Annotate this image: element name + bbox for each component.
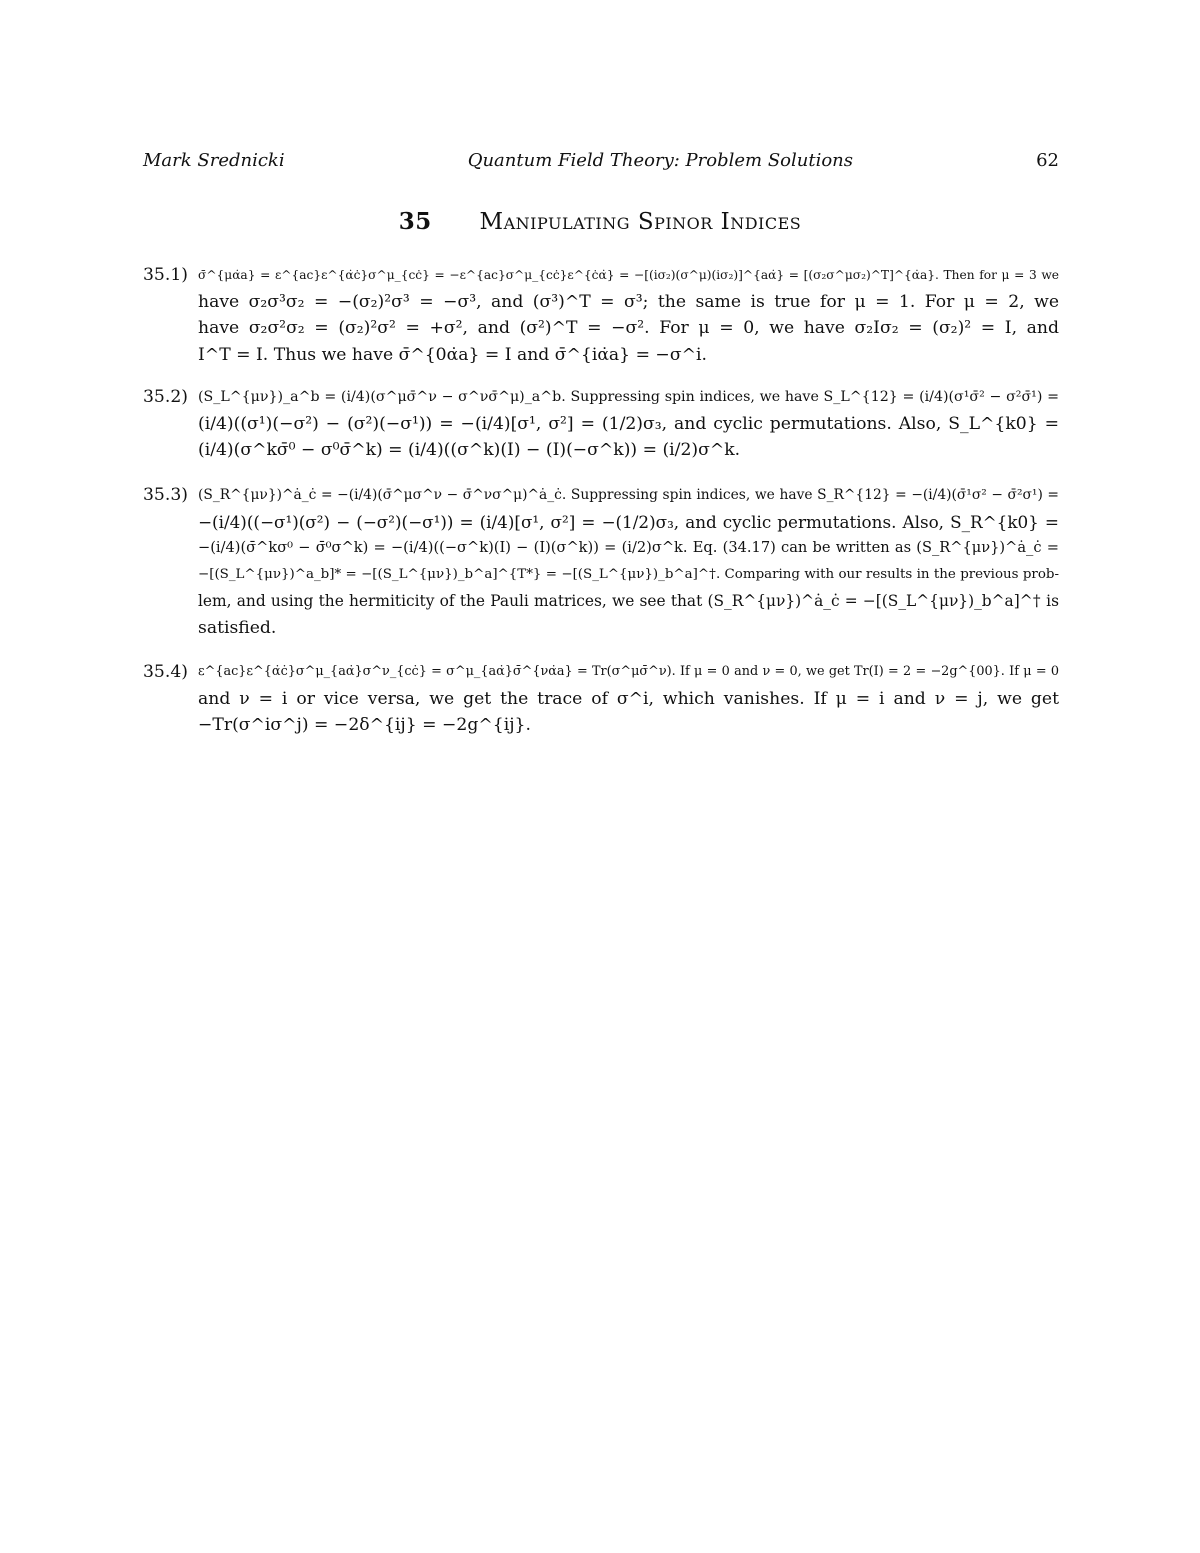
problem-35-1 [143, 262, 1059, 368]
problem-line: (S_L^{μν})_a^b = (i/4)(σ^μσ̄^ν − σ^νσ̄^μ)_a^b. Suppressing spin indices, we have S_L^{12} = (i/4)(σ¹σ̄² − σ²σ̄¹) = [198, 389, 1059, 405]
section-number: 35 [398, 208, 432, 235]
problem-line: have σ₂σ²σ₂ = (σ₂)²σ² = +σ², and (σ²)^T = −σ². For μ = 0, we have σ₂Iσ₂ = (σ₂)² = I, and [198, 318, 1060, 338]
problem-35-3 [143, 482, 1059, 641]
problem-line: I^T = I. Thus we have σ̄^{0α̇a} = I and σ̄^{iα̇a} = −σ^i. [198, 344, 707, 365]
problem-35-4 [143, 659, 1059, 739]
section-title: Manipulating Spinor Indices [479, 209, 802, 235]
problem-body [198, 384, 1059, 464]
problem-35-2 [143, 384, 1059, 464]
problem-line: lem, and using the hermiticity of the Pauli matrices, we see that (S_R^{μν})^ȧ_ċ = −[(S_L^{μν})_b^a]^† is [198, 592, 1059, 610]
problem-line: −(i/4)(σ̄^kσ⁰ − σ̄⁰σ^k) = −(i/4)((−σ^k)(I) − (I)(σ^k)) = (i/2)σ^k. Eq. (34.17) can be written as (S_R^{μν})^ȧ_ċ = [198, 539, 1059, 556]
problem-line: −Tr(σ^iσ^j) = −2δ^{ij} = −2g^{ij}. [198, 715, 531, 735]
problem-line: satisfied. [198, 617, 277, 638]
problem-label: 35.1) [143, 265, 188, 285]
problem-label: 35.3) [143, 485, 188, 505]
problem-line: −[(S_L^{μν})^a_b]* = −[(S_L^{μν})_b^a]^{T*} = −[(S_L^{μν})_b^a]^†. Comparing with our results in the previous prob- [198, 566, 1059, 582]
problem-body [198, 659, 1059, 739]
problem-line: −(i/4)((−σ¹)(σ²) − (−σ²)(−σ¹)) = (i/4)[σ¹, σ²] = −(1/2)σ₃, and cyclic permutations. Also, S_R^{k0} = [198, 511, 1059, 532]
problem-line: and ν = i or vice versa, we get the trace of σ^i, which vanishes. If μ = i and ν = j, we get [198, 688, 1059, 709]
running-header [143, 146, 1059, 174]
header-title: Quantum Field Theory: Problem Solutions [467, 149, 853, 171]
problem-label: 35.2) [143, 387, 188, 407]
problem-line: (i/4)(σ^kσ̄⁰ − σ⁰σ̄^k) = (i/4)((σ^k)(I) − (I)(−σ^k)) = (i/2)σ^k. [198, 440, 741, 460]
problem-label: 35.4) [143, 662, 188, 682]
page-number: 62 [1036, 149, 1059, 171]
header-author: Mark Srednicki [143, 149, 285, 171]
problem-line: (i/4)((σ¹)(−σ²) − (σ²)(−σ¹)) = −(i/4)[σ¹, σ²] = (1/2)σ₃, and cyclic permutations. Also, S_L^{k0} = [198, 413, 1059, 434]
problem-body [198, 262, 1059, 368]
problem-line: ε^{ac}ε^{α̇ċ}σ^μ_{aα̇}σ^ν_{cċ} = σ^μ_{aα̇}σ̄^{να̇a} = Tr(σ^μσ̄^ν). If μ = 0 and ν = 0, we get Tr(I) = 2 = −2g^{00}. If μ = 0 [198, 664, 1059, 679]
section-heading [0, 208, 1200, 242]
problem-body [198, 482, 1059, 641]
problem-line: σ̄^{μα̇a} = ε^{ac}ε^{α̇ċ}σ^μ_{cċ} = −ε^{ac}σ^μ_{cċ}ε^{ċα̇} = −[(iσ₂)(σ^μ)(iσ₂)]^{aα̇} = [(σ₂σ^μσ₂)^T]^{α̇a}. Then for μ = 3 we [198, 268, 1059, 282]
problem-line: have σ₂σ³σ₂ = −(σ₂)²σ³ = −σ³, and (σ³)^T = σ³; the same is true for μ = 1. For μ = 2, we [198, 291, 1059, 312]
problem-line: (S_R^{μν})^ȧ_ċ = −(i/4)(σ̄^μσ^ν − σ̄^νσ^μ)^ȧ_ċ. Suppressing spin indices, we have S_R^{12} = −(i/4)(σ̄¹σ² − σ̄²σ¹) = [198, 487, 1059, 503]
